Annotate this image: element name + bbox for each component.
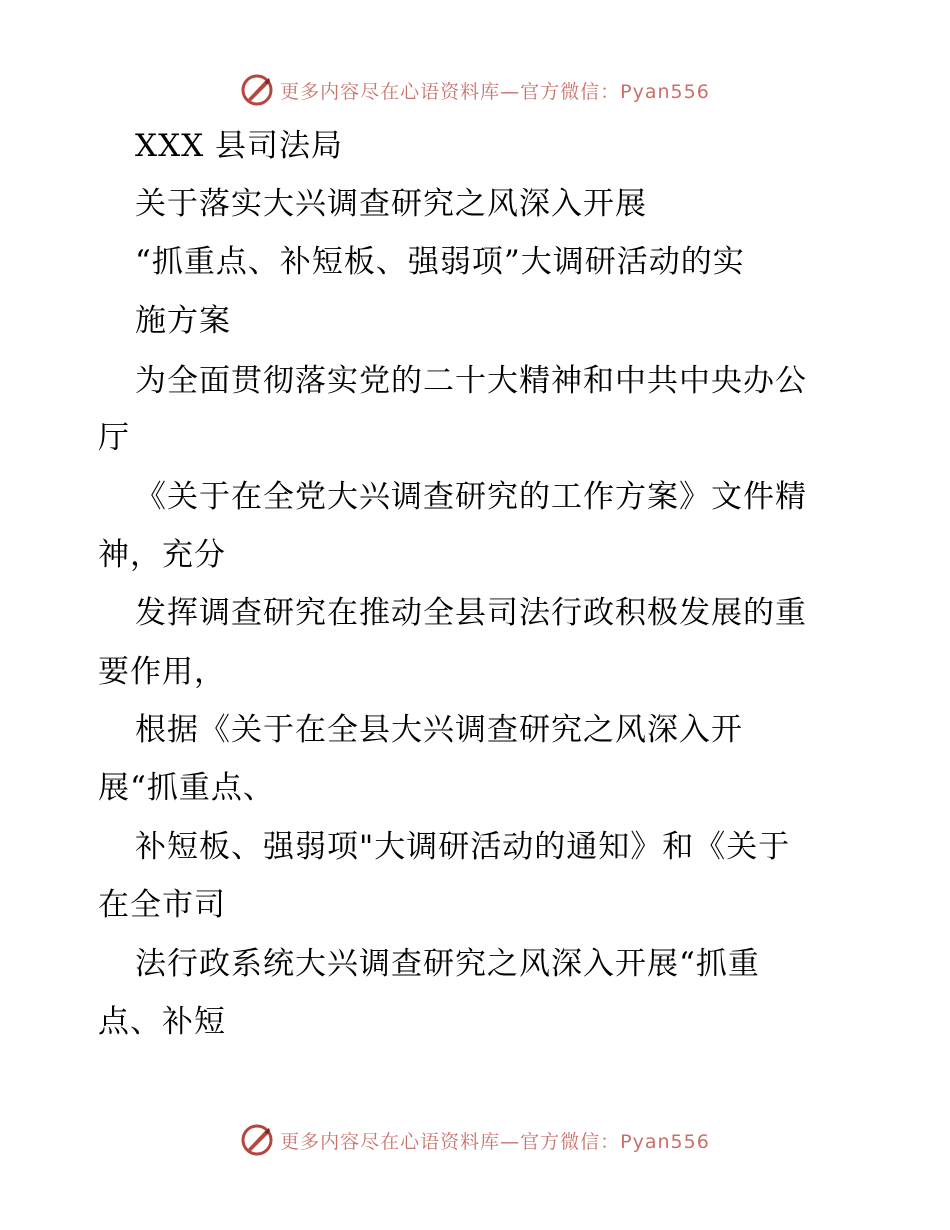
document-line: 施方案 (135, 303, 231, 339)
footer-banner-text: 更多内容尽在心语资料库—官方微信：Pyan556 (280, 1130, 710, 1153)
document-line: 为全面贯彻落实党的二十大精神和中共中央办公 (135, 363, 807, 399)
document-line: 关于落实大兴调查研究之风深入开展 (135, 186, 647, 222)
document-line: “抓重点、补短板、强弱项”大调研活动的实 (135, 244, 745, 280)
document-line: 要作用， (98, 654, 226, 690)
document-line: XXX 县司法局 (135, 128, 344, 164)
document-line: 法行政系统大兴调查研究之风深入开展“抓重 (135, 946, 760, 982)
document-line: 发挥调查研究在推动全县司法行政积极发展的重 (135, 595, 807, 631)
document-line: 根据《关于在全县大兴调查研究之风深入开 (135, 712, 743, 748)
document-line: 补短板、强弱项"大调研活动的通知》和《关于 (135, 829, 791, 865)
footer-banner (0, 1120, 950, 1160)
document-line: 《关于在全党大兴调查研究的工作方案》文件精 (135, 479, 807, 515)
document-line: 神，充分 (98, 537, 226, 573)
document-line: 展“抓重点、 (98, 770, 275, 806)
document-line: 厅 (98, 420, 130, 456)
document-line: 在全市司 (98, 887, 226, 923)
document-line: 点、补短 (98, 1004, 226, 1040)
quill-logo-icon (240, 1123, 274, 1157)
header-banner-text: 更多内容尽在心语资料库—官方微信：Pyan556 (280, 80, 710, 103)
